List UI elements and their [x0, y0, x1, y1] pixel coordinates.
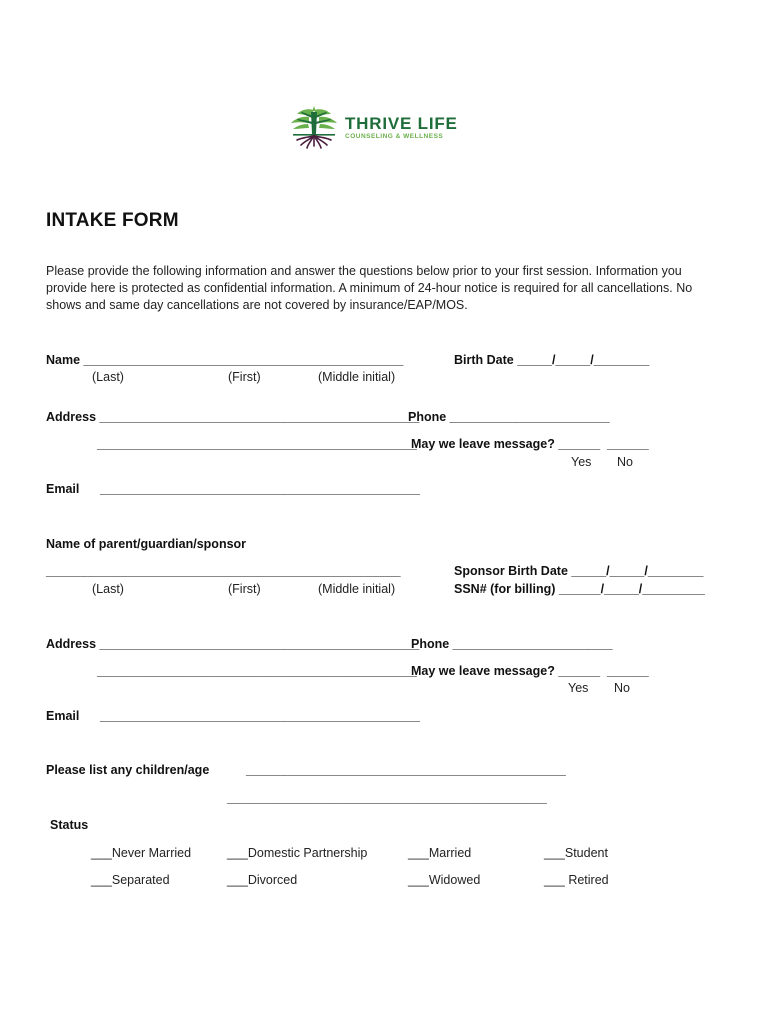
- name-sub-middle: (Middle initial): [318, 370, 396, 384]
- phone-field[interactable]: Phone _______________________: [408, 410, 610, 424]
- sponsor-address-field[interactable]: Address ______________________________________________: [46, 637, 420, 651]
- message-no-label: No: [617, 455, 633, 469]
- sponsor-address-field-line2[interactable]: ______________________________________________: [97, 664, 417, 678]
- status-divorced[interactable]: ___Divorced: [227, 873, 298, 887]
- status-student[interactable]: ___Student: [544, 846, 608, 860]
- name-sub-last: (Last): [92, 370, 124, 384]
- sponsor-email-label: Email: [46, 709, 80, 723]
- sponsor-message-no-label: No: [614, 681, 630, 695]
- email-label: Email: [46, 482, 80, 496]
- sponsor-heading: Name of parent/guardian/sponsor: [46, 537, 247, 551]
- leave-message-field[interactable]: May we leave message? ______ ______: [411, 437, 649, 451]
- status-label: Status: [50, 818, 89, 832]
- sponsor-email-field[interactable]: ______________________________________________: [100, 709, 420, 723]
- logo-name: THRIVE LIFE: [345, 114, 458, 133]
- status-retired[interactable]: ___ Retired: [544, 873, 609, 887]
- name-sub-first: (First): [228, 370, 261, 384]
- status-never-married[interactable]: ___Never Married: [91, 846, 192, 860]
- children-field-line2[interactable]: ______________________________________________: [227, 791, 547, 805]
- sponsor-leave-message-field[interactable]: May we leave message? ______ ______: [411, 664, 649, 678]
- birth-date-field[interactable]: Birth Date _____/_____/________: [454, 353, 650, 367]
- address-field[interactable]: Address ______________________________________________: [46, 410, 420, 424]
- message-yes-label: Yes: [571, 455, 592, 469]
- status-married[interactable]: ___Married: [408, 846, 472, 860]
- sponsor-name-field[interactable]: ___________________________________________________: [46, 564, 401, 578]
- status-widowed[interactable]: ___Widowed: [408, 873, 481, 887]
- ssn-field[interactable]: SSN# (for billing) ______/_____/_________: [454, 582, 705, 596]
- sponsor-sub-last: (Last): [92, 582, 124, 596]
- children-field[interactable]: ______________________________________________: [246, 763, 566, 777]
- status-domestic-partnership[interactable]: ___Domestic Partnership: [227, 846, 368, 860]
- email-field[interactable]: ______________________________________________: [100, 482, 420, 496]
- children-label: Please list any children/age: [46, 763, 210, 777]
- sponsor-sub-middle: (Middle initial): [318, 582, 396, 596]
- sponsor-birth-date-field[interactable]: Sponsor Birth Date _____/_____/________: [454, 564, 704, 578]
- status-separated[interactable]: ___Separated: [91, 873, 170, 887]
- sponsor-phone-field[interactable]: Phone _______________________: [411, 637, 613, 651]
- page-title: INTAKE FORM: [46, 210, 179, 231]
- name-field[interactable]: Name ______________________________________________: [46, 353, 404, 367]
- tree-logo-icon: [289, 104, 339, 150]
- logo-tagline: COUNSELING & WELLNESS: [345, 133, 444, 140]
- sponsor-message-yes-label: Yes: [568, 681, 589, 695]
- sponsor-sub-first: (First): [228, 582, 261, 596]
- intro-paragraph: Please provide the following information and answer the questions below prior to your first session. Information you provide here is protected as confidential information. A minimum of 24-hour notice is required for all cancellations. No shows and same day cancellations are not covered by insurance/EAP/MOS.: [46, 264, 693, 312]
- address-field-line2[interactable]: ______________________________________________: [97, 437, 417, 451]
